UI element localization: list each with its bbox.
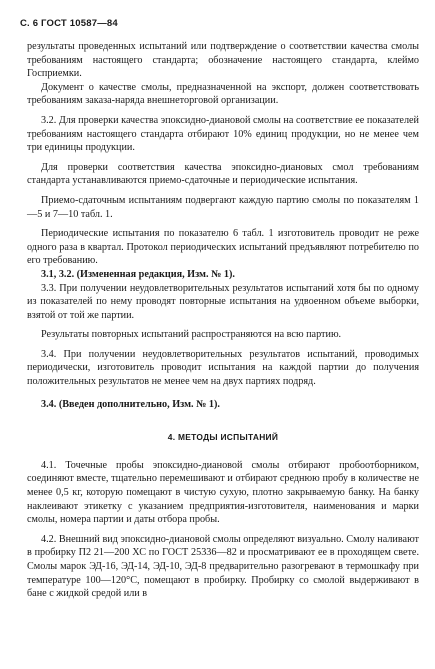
page-header: С. 6 ГОСТ 10587—84 bbox=[20, 18, 118, 29]
paragraph-3-3: 3.3. При получении неудовлетворительных результатов испытаний хотя бы по одному из показателей по нему проводят повторные испытания на удвоенном объеме выборки, взятой от той же партии. bbox=[27, 282, 419, 321]
paragraph-4-1: 4.1. Точечные пробы эпоксидно-диановой смолы отбирают пробоотборником, соединяют вместе, тщательно перемешивают и отбирают среднюю пробу в количестве не менее 0,5 кг, которую помещают в чистую сухую, плотно закрываемую банку. На банку наклеивают этикетку с указанием предприятия-изготовителя, наименования и марки смолы, номера партии и даты отбора пробы. bbox=[27, 459, 419, 526]
paragraph-4-2: 4.2. Внешний вид эпоксидно-диановой смолы определяют визуально. Смолу наливают в пробирку П2 21—200 ХС по ГОСТ 25336—82 и просматривают ее в проходящем свете. Смолы марок ЭД-16, ЭД-14, ЭД-10, ЭД-8 предварительно разогревают в термошкафу при температуре 100—120°С, помещают в пробирку. Пробирку со смолой выдерживают в бане с жидкой средой или в bbox=[27, 533, 419, 600]
addition-note: 3.4. (Введен дополнительно, Изм. № 1). bbox=[41, 398, 220, 410]
paragraph-acceptance-tests: Приемо-сдаточным испытаниям подвергают каждую партию смолы по показателям 1—5 и 7—10 табл. 1. bbox=[27, 194, 419, 220]
document-body bbox=[27, 40, 419, 601]
paragraph-test-types: Для проверки соответствия качества эпоксидно-диановых смол требованиям стандарта устанавливаются приемо-сдаточные и периодические испытания. bbox=[27, 161, 419, 187]
section-title: 4. МЕТОДЫ ИСПЫТАНИЙ bbox=[167, 432, 279, 443]
paragraph-3-4: 3.4. При получении неудовлетворительных результатов испытаний, проводимых периодически, изготовитель проводит испытания на каждой партии до получения положительных результатов не менее чем на двух партиях подряд. bbox=[27, 348, 419, 388]
edition-note: 3.1, 3.2. (Измененная редакция, Изм. № 1). bbox=[41, 268, 235, 280]
paragraph-periodic-tests: Периодические испытания по показателю 6 табл. 1 изготовитель проводит не реже одного раза в квартал. Протокол периодических испытаний предъявляют потребителю по его требованию. bbox=[27, 228, 419, 267]
paragraph-export-document: Документ о качестве смолы, предназначенной на экспорт, должен соответствовать требованиям заказа-наряда внешнеторговой организации. bbox=[27, 81, 419, 107]
paragraph-3-2: 3.2. Для проверки качества эпоксидно-диановой смолы на соответствие ее показателей требованиям настоящего стандарта отбирают 10% единиц продукции, но не менее чем три единицы продукции. bbox=[27, 114, 419, 154]
paragraph-repeat-results: Результаты повторных испытаний распространяются на всю партию. bbox=[41, 329, 342, 341]
paragraph-result-content: результаты проведенных испытаний или подтверждение о соответствии качества смолы требованиям настоящего стандарта; обозначение настоящего стандарта, клеймо Госприемки. bbox=[27, 41, 419, 80]
